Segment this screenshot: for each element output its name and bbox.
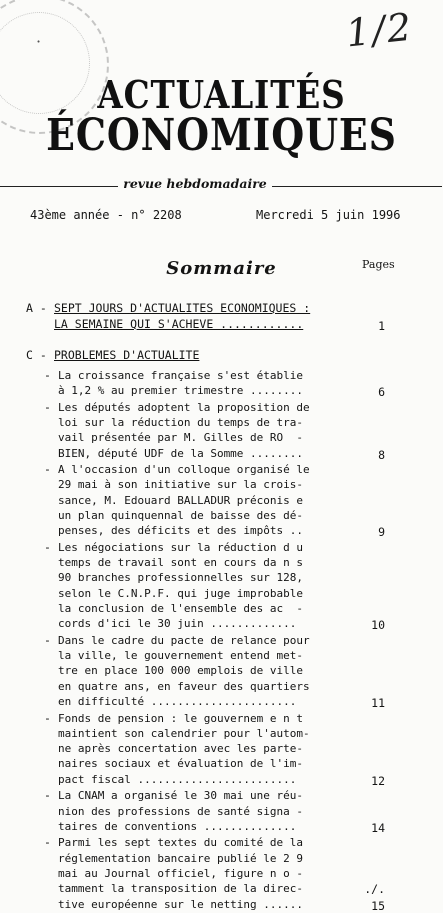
entry-bullet: - <box>44 462 51 477</box>
handwritten-annotation: 1/2 <box>343 4 416 56</box>
entry-line: BIEN, député UDF de la Somme ........ <box>58 446 304 460</box>
entry-line: tre en place 100 000 emplois de ville <box>58 664 304 678</box>
entry-line: selon le C.N.P.F. qui juge improbable <box>58 586 304 600</box>
masthead-line1: ACTUALITÉS <box>97 72 346 117</box>
entry-line: en quatre ans, en faveur des quartiers <box>58 679 310 693</box>
entry-bullet: - <box>44 788 51 803</box>
entry-line: cords d'ici le 30 juin ............. <box>58 617 297 631</box>
entry-bullet: - <box>44 632 51 647</box>
entry-bullet: - <box>44 399 51 414</box>
entry-line: Les négociations sur la réduction d u <box>58 540 304 554</box>
entry-page: 12 <box>371 773 385 788</box>
masthead-subtitle: revue hebdomadaire <box>123 176 267 191</box>
section-c-label: C - <box>26 348 47 362</box>
entry-line: pact fiscal ........................ <box>58 772 297 786</box>
toc-entry <box>58 462 378 538</box>
entry-line: La croissance française s'est établie <box>58 369 304 382</box>
masthead-line2: ÉCONOMIQUES <box>46 110 397 161</box>
entry-line: naires sociaux et évaluation de l'im- <box>58 757 304 771</box>
toc-entry <box>58 368 378 399</box>
entry-line: penses, des déficits et des impôts .. <box>58 524 304 538</box>
entry-page: 8 <box>378 447 385 462</box>
section-c-title: PROBLEMES D'ACTUALITE <box>54 348 200 362</box>
entry-line: ne après concertation avec les parte- <box>58 742 304 756</box>
entry-line: nion des professions de santé signa - <box>58 804 304 818</box>
stamp-smudge: · <box>36 32 42 51</box>
entry-line: Fonds de pension : le gouvernem e n t <box>58 711 304 725</box>
entry-page: 14 <box>371 820 385 835</box>
entry-line: sance, M. Edouard BALLADUR préconis e <box>58 493 304 507</box>
entry-line: 90 branches professionnelles sur 128, <box>58 571 304 585</box>
toc-entry <box>58 711 378 787</box>
continuation-mark: ./. <box>364 882 385 896</box>
entry-line: vail présentée par M. Gilles de RO - <box>58 431 304 445</box>
entry-line: tive européenne sur le netting ...... <box>58 897 304 911</box>
issue-number: 43ème année - n° 2208 <box>30 208 182 222</box>
entry-line: Dans le cadre du pacte de relance pour <box>58 633 310 647</box>
entry-line: en difficulté ...................... <box>58 695 297 709</box>
entry-line: A l'occasion d'un colloque organisé le <box>58 463 310 477</box>
entry-line: tamment la transposition de la direc- <box>58 882 304 896</box>
issue-date: Mercredi 5 juin 1996 <box>256 208 401 222</box>
entry-page: 11 <box>371 696 385 711</box>
entry-page: 10 <box>371 618 385 633</box>
entry-bullet: - <box>44 710 51 725</box>
section-a-line1: SEPT JOURS D'ACTUALITES ECONOMIQUES : <box>54 301 311 315</box>
section-a-page: 1 <box>378 319 385 333</box>
entry-line: Parmi les sept textes du comité de la <box>58 836 304 850</box>
entry-line: taires de conventions .............. <box>58 819 297 833</box>
entry-page: 15 <box>371 898 385 913</box>
entry-bullet: - <box>44 368 51 382</box>
entry-line: loi sur la réduction du temps de tra- <box>58 416 304 430</box>
pages-header: Pages <box>362 258 395 271</box>
entry-line: réglementation bancaire publié le 2 9 <box>58 851 304 865</box>
entry-line: à 1,2 % au premier trimestre ........ <box>58 384 304 398</box>
entry-bullet: - <box>44 539 51 554</box>
section-a-label: A - <box>26 301 47 315</box>
entry-page: 9 <box>378 525 385 540</box>
section-a-line2: LA SEMAINE QUI S'ACHEVE ............ <box>54 317 304 331</box>
entry-line: un plan quinquennal de baisse des dé- <box>58 509 304 523</box>
entry-line: 29 mai à son initiative sur la crois- <box>58 478 304 492</box>
entry-page: 6 <box>378 385 385 400</box>
toc-entry <box>58 633 378 709</box>
entry-line: temps de travail sont en cours da n s <box>58 556 304 570</box>
entry-line: mai au Journal officiel, figure n o - <box>58 866 304 880</box>
entry-bullet: - <box>44 835 51 850</box>
toc-entry <box>58 400 378 461</box>
entry-line: La CNAM a organisé le 30 mai une réu- <box>58 789 304 803</box>
entry-line: la conclusion de l'ensemble des ac - <box>58 602 304 616</box>
toc-entry <box>58 835 378 911</box>
rule-right <box>272 186 442 187</box>
toc-entry <box>58 788 378 834</box>
toc-entry <box>58 540 378 632</box>
sommaire-title: Sommaire <box>166 258 277 279</box>
rule-left <box>0 186 118 187</box>
entry-line: Les députés adoptent la proposition de <box>58 400 310 414</box>
entry-line: la ville, le gouvernement entend met- <box>58 649 304 663</box>
entry-line: maintient son calendrier pour l'autom- <box>58 726 310 740</box>
